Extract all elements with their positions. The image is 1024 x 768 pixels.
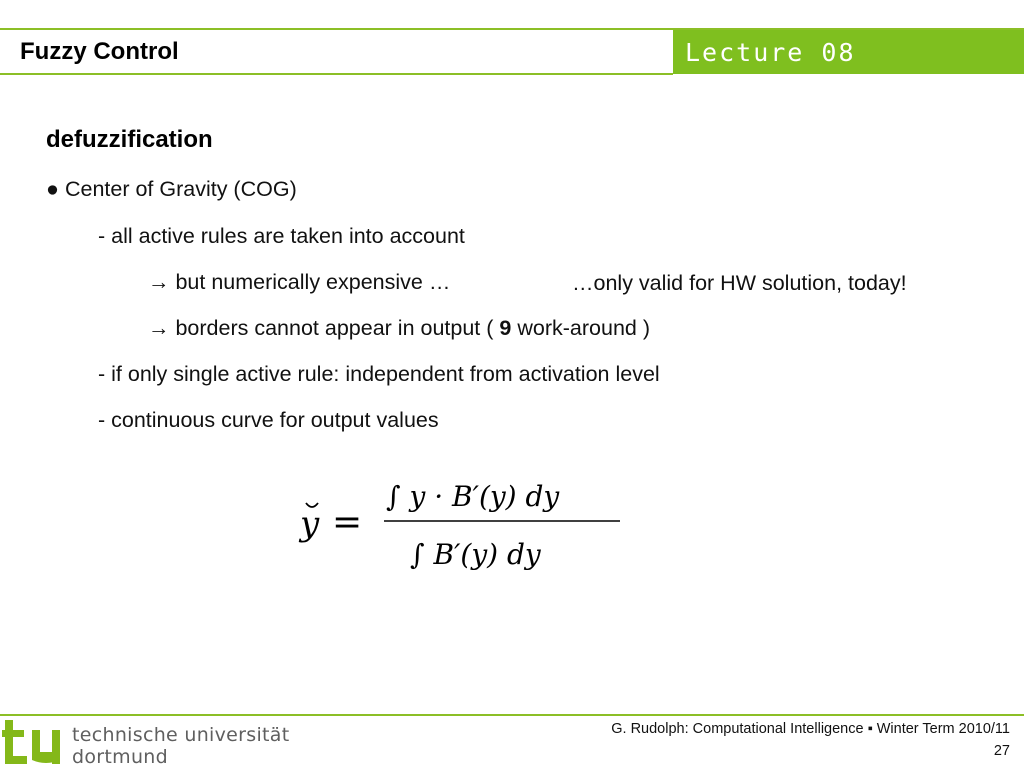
slide-reference-number: 9 — [499, 316, 512, 340]
section-heading: defuzzification — [46, 126, 213, 153]
cog-formula — [298, 478, 628, 578]
borders-text: → borders cannot appear in output ( — [148, 316, 494, 340]
dash-item-active-rules: - all active rules are taken into account — [98, 224, 465, 248]
lecture-banner — [673, 30, 1024, 74]
lecture-label: Lecture 08 — [685, 38, 856, 67]
formula-denominator: ∫ B′(y) dy — [410, 538, 541, 571]
arrow-item-borders — [148, 316, 650, 341]
university-line-1: technische universität — [72, 724, 290, 746]
university-name — [72, 724, 290, 768]
formula-equals: = — [332, 502, 363, 543]
title-underline — [0, 73, 673, 75]
arrow-item-expensive: → but numerically expensive … — [148, 270, 451, 294]
page-number: 27 — [993, 743, 1010, 759]
footer-credit: G. Rudolph: Computational Intelligence ▪ Winter Term 2010/11 — [611, 721, 1010, 737]
dash-item-single-rule: - if only single active rule: independent from activation level — [98, 362, 660, 386]
dash-item-continuous: - continuous curve for output values — [98, 408, 439, 432]
formula-numerator: ∫ y · B′(y) dy — [386, 480, 560, 513]
workaround-text: work-around ) — [517, 316, 650, 340]
hw-note: …only valid for HW solution, today! — [572, 271, 907, 295]
footer-rule — [0, 714, 1024, 716]
formula-lhs: y — [300, 504, 320, 544]
slide-title: Fuzzy Control — [20, 38, 179, 65]
tu-logo-icon — [2, 718, 68, 768]
bullet-cog: ● Center of Gravity (COG) — [46, 177, 297, 201]
university-line-2: dortmund — [72, 746, 168, 768]
